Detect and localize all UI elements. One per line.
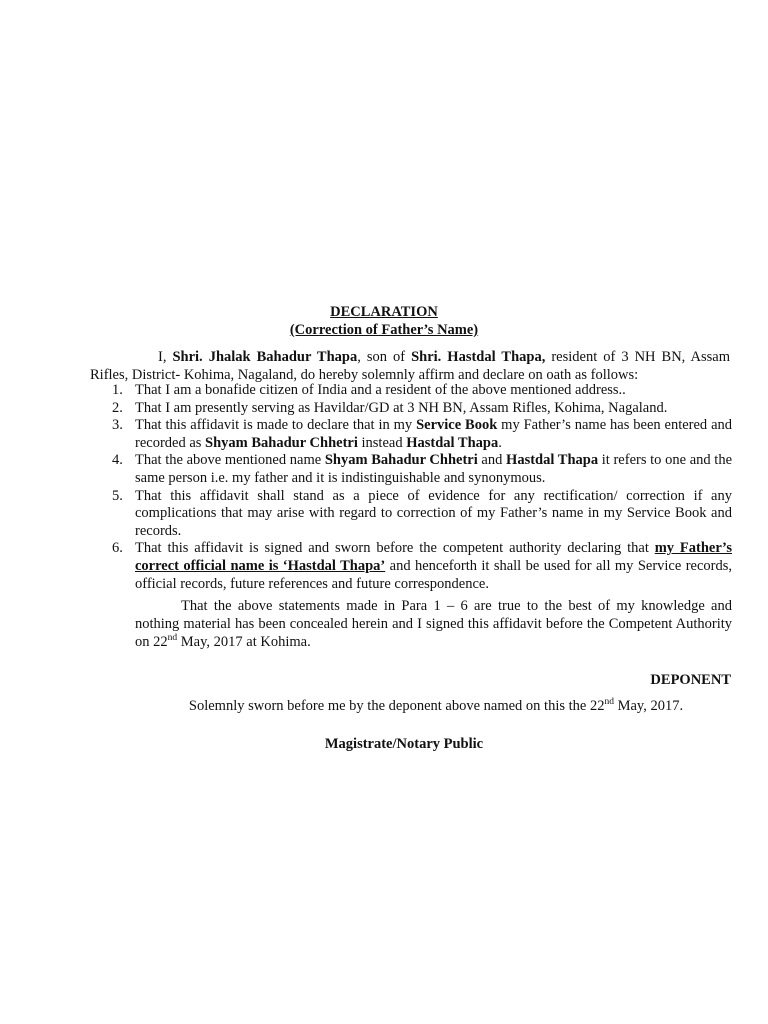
father-name: Shri. Hastdal Thapa, bbox=[411, 349, 546, 365]
deponent-name: Shri. Jhalak Bahadur Thapa bbox=[172, 349, 358, 365]
official-name-statement: my Father’s correct official name is ‘Hastdal Thapa’ bbox=[135, 540, 732, 574]
list-item bbox=[110, 488, 732, 541]
list-item bbox=[110, 382, 732, 400]
list-item: 4. That the above mentioned name Shyam Bahadur Chhetri and Hastdal Thapa it refers to one and the same person i.e. my father and it is indistinguishable and synonymous. bbox=[112, 452, 733, 486]
item-text: That I am a bonafide citizen of India and a resident of the above mentioned address.. bbox=[135, 382, 626, 398]
item-number: 5. bbox=[112, 487, 123, 504]
item-text: That I am presently serving as Havildar/GD at 3 NH BN, Assam Rifles, Kohima, Nagaland. bbox=[135, 399, 668, 416]
item-text: That this affidavit shall stand as a piece of evidence for any rectification/ correction if any complications that may arise with regard to correction of my Father’s name in my Service Book and records. bbox=[135, 487, 732, 539]
list-item bbox=[110, 400, 732, 418]
item-number: 1. bbox=[112, 382, 123, 398]
item-number: 2. bbox=[112, 399, 123, 416]
intro-paragraph: I, Shri. Jhalak Bahadur Thapa, son of Shri. Hastdal Thapa, resident of 3 NH BN, Assam Rifles, District- Kohima, Nagaland, do hereby solemnly affirm and declare on oath as follows: bbox=[90, 349, 730, 383]
item-number: 3. bbox=[112, 417, 123, 434]
notary-label: Magistrate/Notary Public bbox=[324, 736, 484, 752]
document-title: DECLARATION bbox=[330, 304, 438, 320]
list-item: 3. That this affidavit is made to declare that in my Service Book my Father’s name has been entered and recorded as Shyam Bahadur Chhetri instead Hastdal Thapa. bbox=[112, 417, 733, 451]
item-number: 4. bbox=[112, 452, 123, 469]
list-item: 6. That this affidavit is signed and sworn before the competent authority declaring that my Father’s correct official name is ‘Hastdal Thapa’ and henceforth it shall be used for all my Service records, official records, future references and future correspondence. bbox=[112, 540, 733, 592]
closing-paragraph: That the above statements made in Para 1 – 6 are true to the best of my knowledge and nothing material has been concealed herein and I signed this affidavit before the Competent Authority on 22nd May, 2017 at Kohima. bbox=[135, 598, 732, 650]
document-subtitle: (Correction of Father’s Name) bbox=[289, 322, 479, 338]
sworn-statement: Solemnly sworn before me by the deponent above named on this the 22nd May, 2017. bbox=[188, 697, 684, 714]
item-number: 6. bbox=[112, 540, 123, 557]
deponent-label: DEPONENT bbox=[650, 672, 731, 688]
declaration-list bbox=[110, 382, 732, 593]
